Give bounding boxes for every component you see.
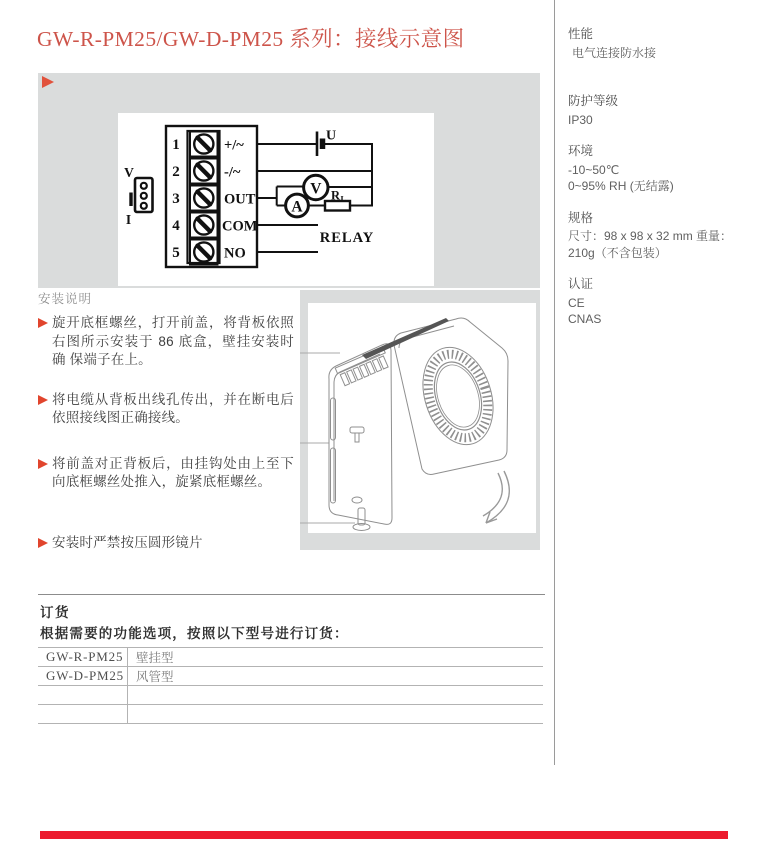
model-cell [38, 705, 128, 724]
battery-icon [317, 132, 323, 157]
terminal-screws [190, 132, 218, 265]
model-cell: GW-R-PM25 [38, 648, 128, 667]
spec-line: CE [568, 295, 585, 310]
type-cell [128, 705, 544, 724]
type-cell: 风管型 [128, 667, 544, 686]
spec-line: 210g（不含包装） [568, 245, 667, 260]
model-cell [38, 686, 128, 705]
jumper-v-label: V [124, 165, 134, 180]
terminal-labels [222, 138, 258, 262]
svg-text:1: 1 [172, 137, 180, 153]
step-bullet-icon [38, 395, 48, 405]
ordering-table [38, 647, 543, 724]
svg-text:+/~: +/~ [224, 137, 244, 154]
svg-text:4: 4 [172, 218, 180, 234]
model-cell: GW-D-PM25 [38, 667, 128, 686]
spec-heading: 规格 [568, 210, 594, 225]
table-row [38, 686, 543, 705]
relay-label: RELAY [319, 230, 375, 246]
spec-line: IP30 [568, 112, 593, 127]
jumper-i-label: I [125, 212, 132, 227]
spec-section-performance [568, 26, 753, 61]
install-step [38, 534, 294, 553]
mounting-illustration-panel [300, 290, 540, 550]
spec-heading: 性能 [568, 27, 594, 41]
rotate-arrow-icon [483, 471, 509, 523]
triangle-marker-icon [42, 76, 54, 88]
mounting-illustration [300, 303, 536, 543]
svg-text:5: 5 [172, 245, 180, 261]
install-step [38, 314, 294, 370]
spec-section-certification [568, 276, 753, 328]
terminal-numbers [172, 137, 180, 261]
spec-sidebar [568, 26, 753, 343]
svg-text:-/~: -/~ [224, 164, 241, 181]
page-title: GW-R-PM25/GW-D-PM25 系列：接线示意图 [37, 27, 465, 51]
step-text: 将电缆从背板出线孔传出，并在断电后依照接线图正确接线。 [52, 391, 294, 425]
step-bullet-icon [38, 318, 48, 328]
svg-text:3: 3 [172, 191, 180, 207]
ammeter-label: A [291, 198, 303, 216]
spec-line: CNAS [568, 312, 602, 326]
step-text: 安装时严禁按压圆形镜片 [52, 534, 203, 550]
type-cell: 壁挂型 [128, 648, 544, 667]
install-step [38, 391, 294, 428]
table-row [38, 705, 543, 724]
spec-heading: 防护等级 [568, 94, 619, 108]
table-row [38, 667, 543, 686]
step-text: 将前盖对正背板后，由挂钩处由上至下向底框螺丝处推入，旋紧底框螺丝。 [52, 455, 294, 489]
footer-accent-bar [40, 831, 728, 839]
table-row [38, 648, 543, 667]
spec-line: -10~50℃ [568, 162, 620, 177]
svg-text:OUT: OUT [224, 191, 256, 208]
install-steps [38, 314, 294, 552]
step-text: 旋开底框螺丝，打开前盖，将背板依照右图所示安装于 86 底盒，壁挂安装时确 保端子在上。 [52, 315, 294, 367]
wiring-diagram [118, 113, 434, 286]
ordering-subtitle: 根据需要的功能选项，按照以下型号进行订货： [40, 626, 349, 641]
ordering-heading: 订货 [40, 605, 70, 620]
wiring-diagram-canvas [118, 113, 434, 286]
svg-text:NO: NO [224, 245, 246, 262]
spec-line: 0~95% RH (无结露) [568, 179, 674, 193]
step-bullet-icon [38, 538, 48, 548]
install-step [38, 455, 294, 492]
sidebar-divider [554, 0, 555, 765]
vi-jumper [124, 165, 152, 227]
load-resistor-subscript: L [340, 193, 347, 204]
spec-section-environment [568, 143, 753, 195]
supply-label: U [326, 128, 337, 144]
spec-section-dimensions [568, 210, 753, 262]
step-bullet-icon [38, 459, 48, 469]
install-heading: 安装说明 [38, 292, 93, 306]
voltmeter-label: V [310, 180, 322, 198]
spec-line: 电气连接防水接 [572, 45, 657, 60]
spec-heading: 环境 [568, 144, 594, 158]
spec-heading: 认证 [568, 277, 594, 291]
spec-section-protection [568, 93, 753, 128]
wiring-diagram-panel [38, 73, 540, 288]
back-plate-drawing [329, 344, 392, 525]
svg-text:COM: COM [222, 218, 258, 235]
load-resistor-label: R [331, 188, 341, 203]
ordering-rule [38, 594, 545, 595]
type-cell [128, 686, 544, 705]
spec-line: 尺寸：98 x 98 x 32 mm 重量： [568, 229, 733, 243]
svg-text:2: 2 [172, 164, 180, 180]
